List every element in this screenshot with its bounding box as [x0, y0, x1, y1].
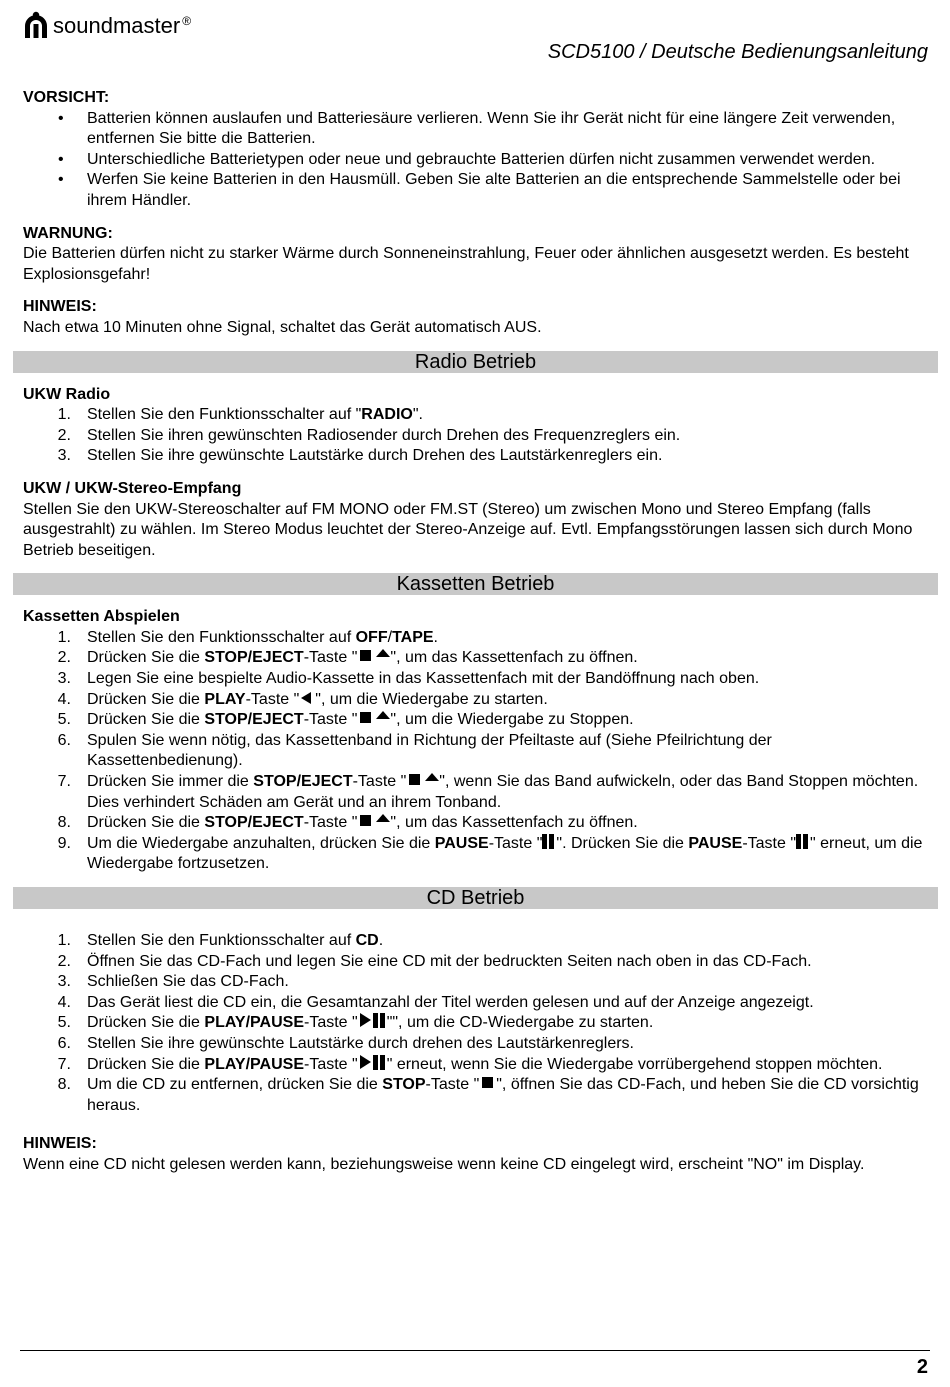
warning-text: Die Batterien dürfen nicht zu starker Wärme durch Sonneneinstrahlung, Feuer oder ähnlichen ausgesetzt werden. Es besteht Explosionsgefahr! [23, 245, 909, 283]
ukw-radio-heading: UKW Radio [23, 385, 111, 403]
tape-section-band: Kassetten Betrieb [13, 573, 938, 595]
list-item: 3. Schließen Sie das CD-Fach. [57, 973, 289, 991]
list-item: 1. Stellen Sie den Funktionsschalter auf CD. [57, 932, 384, 949]
page-number: 2 [916, 1356, 928, 1378]
list-item: 9. Um die Wiedergabe anzuhalten, drücken Sie die PAUSE-Taste " ". Drücken Sie die PAUSE-Taste " " erneut, um die Wiedergabe fortzusetzen. [57, 834, 923, 873]
list-item: 7. Drücken Sie die PLAY/PAUSE-Taste " " erneut, wenn Sie die Wiedergabe vorrübergehend stoppen möchten. [57, 1055, 883, 1073]
list-item: 3. Legen Sie eine bespielte Audio-Kassette in das Kassettenfach mit der Bandöffnung nach oben. [57, 670, 760, 688]
play-pause-icon [358, 1014, 387, 1031]
list-item: • Unterschiedliche Batterietypen oder neue und gebrauchte Batterien dürfen nicht zusammen verwendet werden. [23, 150, 928, 171]
stop-icon [482, 1077, 493, 1088]
cd-steps [23, 931, 928, 1116]
list-item: 8. Drücken Sie die STOP/EJECT-Taste " ", um das Kassettenfach zu öffnen. [57, 814, 638, 832]
eject-icon [376, 649, 390, 657]
list-item: 5. Drücken Sie die STOP/EJECT-Taste " ", um die Wiedergabe zu Stoppen. [57, 711, 634, 729]
stereo-text: Stellen Sie den UKW-Stereoschalter auf FM MONO oder FM.ST (Stereo) um zwischen Mono und Stereo Empfang (falls ausgestrahlt) zu wählen. Im Stereo Modus leuchtet der Stereo-Anzeige auf. Evtl. Empfangsstörungen lassen sich durch Mono Betrieb beseitigen. [23, 500, 913, 559]
list-item: 4. Drücken Sie die PLAY-Taste " ", um die Wiedergabe zu starten. [57, 690, 548, 708]
warning-heading: WARNUNG: [23, 224, 113, 242]
list-item: 4. Das Gerät liest die CD ein, die Gesamtanzahl der Titel werden gelesen und auf der Anzeige angezeigt. [57, 993, 814, 1011]
eject-icon [425, 773, 439, 781]
pause-icon [542, 835, 556, 852]
document-title: SCD5100 / Deutsche Bedienungsanleitung [547, 41, 928, 63]
footer-divider [20, 1350, 930, 1351]
play-pause-icon [358, 1056, 387, 1073]
caution-heading: VORSICHT: [23, 89, 110, 106]
page-header [0, 0, 950, 80]
cd-section-band: CD Betrieb [13, 887, 938, 909]
list-item: • Batterien können auslaufen und Batteriesäure verlieren. Wenn Sie ihr Gerät nicht für eine längere Zeit verwenden, entfernen Sie bitte die Batterien. [23, 109, 928, 150]
note-heading: HINWEIS: [23, 1135, 97, 1153]
list-item: 1. Stellen Sie den Funktionsschalter auf "RADIO". [57, 406, 423, 424]
list-item: 6. Stellen Sie ihre gewünschte Lautstärke durch drehen des Lautstärkenreglers. [57, 1034, 634, 1052]
brand-logo [22, 10, 191, 42]
eject-icon [376, 814, 390, 822]
brand-name: soundmaster ® [53, 13, 192, 38]
eject-icon [376, 711, 390, 719]
list-item: 2. Stellen Sie ihren gewünschten Radiosender durch Drehen des Frequenzreglers ein. [57, 426, 681, 444]
note-text: Wenn eine CD nicht gelesen werden kann, beziehungsweise wenn keine CD eingelegt wird, erscheint "NO" im Display. [23, 1155, 865, 1173]
list-item: 6. Spulen Sie wenn nötig, das Kassettenband in Richtung der Pfeiltaste auf (Siehe Pfeilrichtung der Kassettenbedienung). [57, 731, 772, 770]
soundmaster-logo-icon [22, 10, 50, 42]
stop-icon [409, 774, 420, 785]
stop-icon [360, 712, 371, 723]
radio-steps [23, 405, 928, 467]
radio-section-band: Radio Betrieb [13, 351, 938, 373]
list-item: 3. Stellen Sie ihre gewünschte Lautstärke durch Drehen des Lautstärkenreglers ein. [57, 447, 663, 465]
pause-icon [796, 835, 810, 852]
stereo-heading: UKW / UKW-Stereo-Empfang [23, 479, 242, 497]
list-item: • Werfen Sie keine Batterien in den Hausmüll. Geben Sie alte Batterien an die entsprechende Sammelstelle oder bei ihrem Händler. [23, 170, 928, 211]
tape-steps [23, 628, 928, 875]
play-arrow-icon [301, 692, 311, 704]
list-item: 5. Drücken Sie die PLAY/PAUSE-Taste " "", um die CD-Wiedergabe zu starten. [57, 1014, 654, 1032]
page-content [23, 88, 928, 1176]
list-item: 7. Drücken Sie immer die STOP/EJECT-Taste " ", wenn Sie das Band aufwickeln, oder das Band Stoppen möchten. Dies verhindert Schäden am Gerät und an ihrem Tonband. [57, 773, 919, 811]
caution-list [23, 109, 928, 212]
note-text: Nach etwa 10 Minuten ohne Signal, schaltet das Gerät automatisch AUS. [23, 318, 542, 336]
list-item: 2. Drücken Sie die STOP/EJECT-Taste " ", um das Kassettenfach zu öffnen. [57, 649, 638, 667]
list-item: 1. Stellen Sie den Funktionsschalter auf OFF/TAPE. [57, 628, 438, 646]
note-heading: HINWEIS: [23, 298, 97, 316]
list-item: 8. Um die CD zu entfernen, drücken Sie die STOP-Taste " ", öffnen Sie das CD-Fach, und heben Sie die CD vorsichtig heraus. [57, 1076, 919, 1114]
stop-icon [360, 650, 371, 661]
list-item: 2. Öffnen Sie das CD-Fach und legen Sie eine CD mit der bedruckten Seiten nach oben in das CD-Fach. [57, 952, 812, 970]
stop-icon [360, 815, 371, 826]
tape-play-heading: Kassetten Abspielen [23, 608, 180, 626]
